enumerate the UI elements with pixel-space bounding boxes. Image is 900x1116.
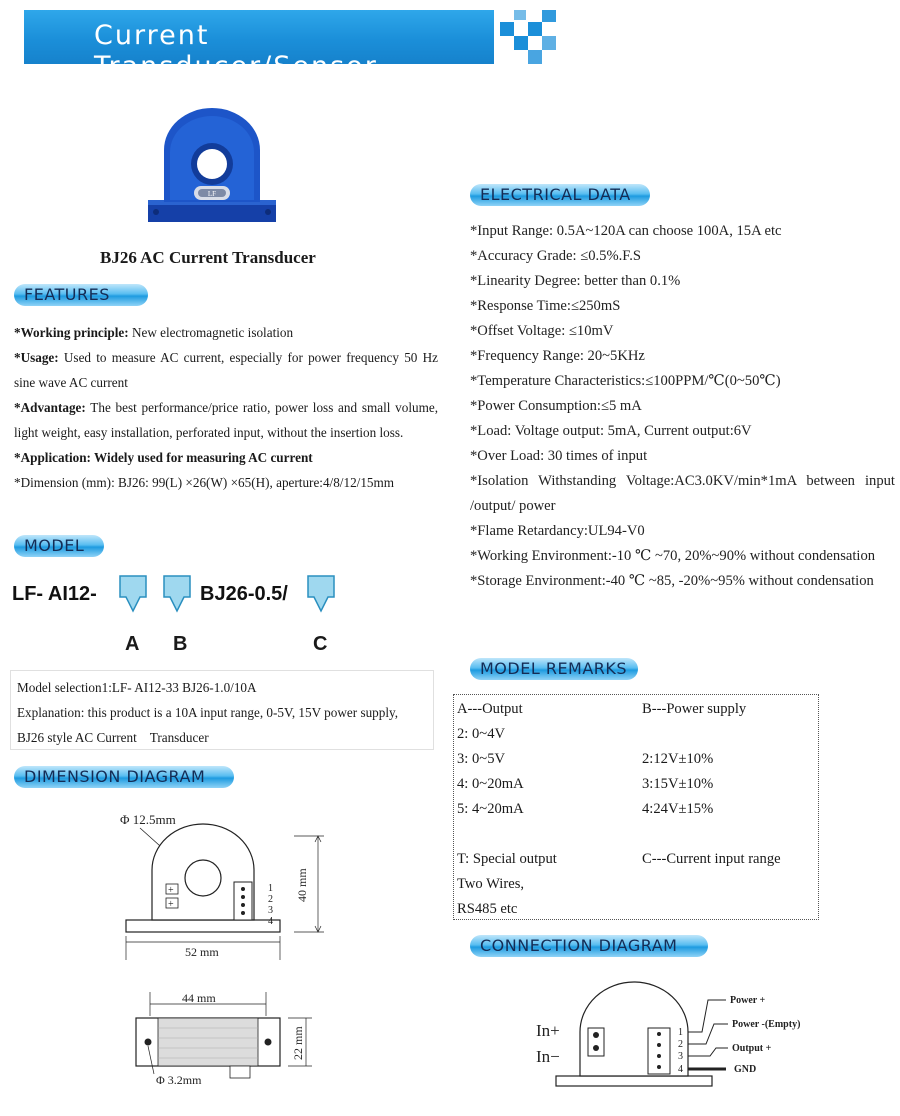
remark-a-2: 3: 0~5V <box>457 751 506 767</box>
remark-a-5: T: Special output <box>457 851 557 867</box>
elec-item: *Load: Voltage output: 5mA, Current output:6V <box>470 423 752 439</box>
elec-item: *Input Range: 0.5A~120A can choose 100A, 15A etc <box>470 223 782 239</box>
dim-height-label: 40 mm <box>295 868 309 902</box>
dimension-front-view <box>110 808 340 960</box>
model-arrow-a-icon <box>118 575 148 615</box>
model-part-2: BJ26-0.5/ <box>200 583 288 605</box>
dim-mount-hole-label: Φ 3.2mm <box>156 1073 202 1087</box>
elec-item: *Frequency Range: 20~5KHz <box>470 348 645 364</box>
elec-item: *Over Load: 30 times of input <box>470 448 648 464</box>
model-letter-a: A <box>125 633 140 655</box>
elec-item: *Power Consumption:≤5 mA <box>470 398 642 414</box>
feature-working: *Working principle: New electromagnetic isolation <box>14 325 294 340</box>
svg-text:+: + <box>168 899 174 910</box>
remark-b-2: 3:15V±10% <box>642 776 714 792</box>
remark-b-1: 2:12V±10% <box>642 751 714 767</box>
svg-text:+: + <box>168 885 174 896</box>
model-remarks-table <box>453 694 819 920</box>
electrical-data-list <box>470 219 895 594</box>
section-model: MODEL <box>14 535 104 557</box>
conn-pin-2: 2 <box>678 1039 683 1050</box>
remark-b-3: 4:24V±15% <box>642 801 714 817</box>
remark-a-7: RS485 etc <box>457 901 518 917</box>
feature-advantage: *Advantage: The best performance/price ratio, power loss and small volume, light weight, easy installation, perforated input, without the insertion loss. <box>14 400 438 440</box>
remark-a-6: Two Wires, <box>457 876 525 892</box>
conn-power-minus: Power -(Empty) <box>732 1019 801 1030</box>
section-dimension: DIMENSION DIAGRAM <box>14 766 234 788</box>
elec-item: *Isolation Withstanding Voltage:AC3.0KV/min*1mA between input /output/ power <box>470 473 895 514</box>
model-letter-b: B <box>173 633 188 655</box>
feature-application: *Application: Widely used for measuring AC current <box>14 450 313 465</box>
dim-pin-4: 4 <box>268 916 273 927</box>
elec-item: *Accuracy Grade: ≤0.5%.F.S <box>470 248 641 264</box>
feature-usage: *Usage: Used to measure AC current, especially for power frequency 50 Hz sine wave AC current <box>14 350 438 390</box>
remark-a-4: 5: 4~20mA <box>457 801 524 817</box>
dim-pin-2: 2 <box>268 894 273 905</box>
elec-item: *Response Time:≤250mS <box>470 298 621 314</box>
remark-c-title: C---Current input range <box>642 851 781 867</box>
dim-pin-3: 3 <box>268 905 273 916</box>
product-title: BJ26 AC Current Transducer <box>100 248 316 267</box>
feature-dimension: *Dimension (mm): BJ26: 99(L) ×26(W) ×65(H), aperture:4/8/12/15mm <box>14 475 395 490</box>
connection-diagram <box>530 976 830 1090</box>
remark-a-1: 2: 0~4V <box>457 726 506 742</box>
conn-output-plus: Output + <box>732 1043 772 1054</box>
section-remarks: MODEL REMARKS <box>470 658 638 680</box>
dim-pin-1: 1 <box>268 883 273 894</box>
banner-checker-decoration <box>500 10 560 64</box>
product-logo: LF <box>207 190 217 198</box>
remark-a-3: 4: 0~20mA <box>457 776 524 792</box>
elec-item: *Temperature Characteristics:≤100PPM/℃(0~50℃) <box>470 373 781 389</box>
elec-item: *Working Environment:-10 ℃ ~70, 20%~90% without condensation <box>470 548 876 564</box>
elec-item: *Offset Voltage: ≤10mV <box>470 323 614 339</box>
remark-b-title: B---Power supply <box>642 701 747 717</box>
model-letter-c: C <box>313 633 328 655</box>
page-title: Current Transducer/Sensor <box>94 20 378 82</box>
model-explanation-line-1: Explanation: this product is a 10A input range, 0-5V, 15V power supply, <box>17 705 399 720</box>
model-arrow-b-icon <box>162 575 192 615</box>
model-part-1: LF- AI12- <box>12 583 97 605</box>
product-photo <box>146 108 278 226</box>
conn-pin-4: 4 <box>678 1064 683 1075</box>
conn-gnd: GND <box>734 1064 757 1075</box>
model-explanation-line-2: BJ26 style AC Current Transducer <box>17 730 209 745</box>
remark-a-title: A---Output <box>457 701 523 717</box>
dim-depth-label: 22 mm <box>291 1026 305 1060</box>
section-features: FEATURES <box>14 284 148 306</box>
conn-power-plus: Power + <box>730 995 766 1006</box>
conn-pin-3: 3 <box>678 1051 683 1062</box>
dim-width-label: 52 mm <box>185 945 219 959</box>
elec-item: *Linearity Degree: better than 0.1% <box>470 273 681 289</box>
dimension-top-view <box>130 990 320 1094</box>
model-selection-box <box>10 670 434 750</box>
header-banner <box>24 10 494 82</box>
section-connection: CONNECTION DIAGRAM <box>470 935 708 957</box>
model-selection-line: Model selection1:LF- AI12-33 BJ26-1.0/10A <box>17 680 257 695</box>
features-list <box>14 320 438 495</box>
conn-in-plus: In+ <box>536 1021 560 1040</box>
dim-top-width-label: 44 mm <box>182 991 216 1005</box>
section-electrical: ELECTRICAL DATA <box>470 184 650 206</box>
conn-pin-1: 1 <box>678 1027 683 1038</box>
conn-in-minus: In− <box>536 1047 560 1066</box>
elec-item: *Storage Environment:-40 ℃ ~85, -20%~95% without condensation <box>470 573 874 589</box>
model-arrow-c-icon <box>306 575 336 615</box>
elec-item: *Flame Retardancy:UL94-V0 <box>470 523 645 539</box>
dim-hole-label: Φ 12.5mm <box>120 812 176 827</box>
